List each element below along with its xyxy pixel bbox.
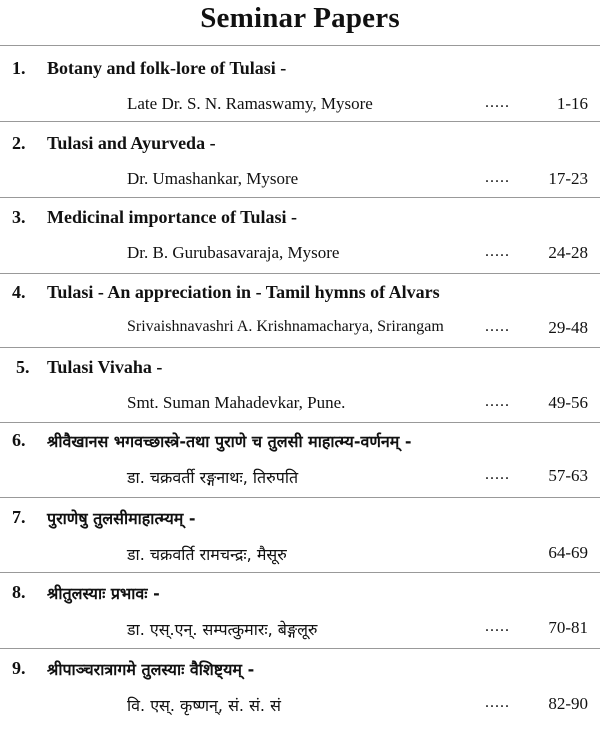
entry-title: Tulasi - An appreciation in - Tamil hymns of Alvars	[47, 282, 440, 302]
divider	[0, 422, 600, 423]
entry-number: 1.	[12, 58, 26, 78]
leader-dots: .....	[485, 466, 510, 483]
entry-author: वि. एस्. कृष्णन्, सं. सं. सं	[127, 696, 281, 715]
entry-pages: 29-48	[548, 318, 588, 337]
entry-title: श्रीवैखानस भगवच्छास्त्रे-तथा पुराणे च तुलसी माहात्म्य-वर्णनम् -	[47, 432, 412, 451]
entry-title: Medicinal importance of Tulasi -	[47, 207, 298, 227]
entry-title: Tulasi Vivaha -	[47, 357, 163, 377]
entry-pages: 64-69	[548, 543, 588, 562]
toc-entry-1	[0, 58, 600, 134]
leader-dots: .....	[485, 618, 510, 635]
divider	[0, 197, 600, 198]
entry-author: डा. चक्रवर्ती रङ्गनाथः, तिरुपति	[127, 468, 299, 487]
divider	[0, 347, 600, 348]
leader-dots: .....	[485, 94, 510, 111]
entry-pages: 70-81	[548, 618, 588, 637]
divider	[0, 121, 600, 122]
entry-number: 9.	[12, 658, 26, 678]
entry-title: Botany and folk-lore of Tulasi -	[47, 58, 287, 78]
entry-author: Dr. B. Gurubasavaraja, Mysore	[127, 243, 340, 262]
leader-dots: .....	[485, 694, 510, 711]
entry-title: पुराणेषु तुलसीमाहात्म्यम् -	[47, 509, 196, 528]
entry-number: 3.	[12, 207, 26, 227]
toc-entry-3	[0, 207, 600, 283]
leader-dots: .....	[485, 243, 510, 260]
divider	[0, 497, 600, 498]
toc-entry-6	[0, 430, 600, 506]
entry-pages: 49-56	[548, 393, 588, 412]
entry-author: Late Dr. S. N. Ramaswamy, Mysore	[127, 94, 373, 113]
entry-title: Tulasi and Ayurveda -	[47, 133, 216, 153]
toc-entry-9	[0, 658, 600, 734]
entry-author: Smt. Suman Mahadevkar, Pune.	[127, 393, 346, 412]
entry-author: Dr. Umashankar, Mysore	[127, 169, 299, 188]
entry-pages: 1-16	[556, 94, 588, 113]
entry-number: 5.	[16, 357, 30, 377]
entry-number: 6.	[12, 430, 26, 450]
entry-author: Srivaishnavashri A. Krishnamacharya, Srirangam	[127, 318, 444, 335]
page-title: Seminar Papers	[200, 2, 400, 34]
entry-pages: 57-63	[548, 466, 588, 485]
entry-author: डा. एस्.एन्. सम्पत्कुमारः, बेङ्गलूरु	[127, 620, 318, 639]
entry-title: श्रीतुलस्याः प्रभावः -	[47, 584, 160, 603]
entry-author: डा. चक्रवर्ति रामचन्द्रः, मैसूरु	[127, 545, 287, 564]
leader-dots: .....	[485, 318, 510, 335]
entry-number: 4.	[12, 282, 26, 302]
toc-entry-8	[0, 582, 600, 658]
entry-number: 8.	[12, 582, 26, 602]
divider	[0, 45, 600, 46]
divider	[0, 273, 600, 274]
entry-number: 2.	[12, 133, 26, 153]
entry-title: श्रीपाञ्चरात्रागमे तुलस्याः वैशिष्ट्यम् -	[47, 660, 255, 679]
leader-dots: .....	[485, 169, 510, 186]
entry-pages: 82-90	[548, 694, 588, 713]
leader-dots: .....	[485, 393, 510, 410]
divider	[0, 572, 600, 573]
entry-pages: 24-28	[548, 243, 588, 262]
entry-number: 7.	[12, 507, 26, 527]
divider	[0, 648, 600, 649]
entry-pages: 17-23	[548, 169, 588, 188]
